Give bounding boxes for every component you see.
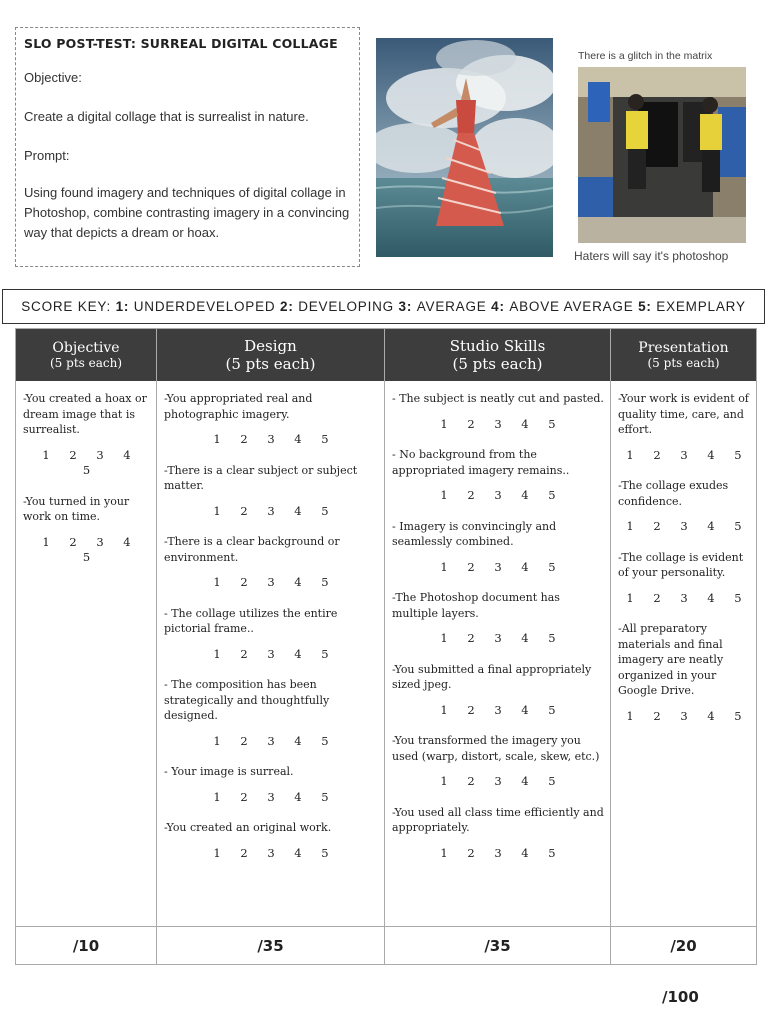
image-caption-top: There is a glitch in the matrix	[578, 50, 713, 62]
criterion-text: -You transformed the imagery you used (warp, distort, scale, skew, etc.)	[392, 734, 600, 763]
column-title: Presentation	[638, 340, 729, 356]
column-header	[611, 329, 756, 381]
criterion	[23, 391, 150, 479]
level-text: UNDERDEVELOPED	[133, 299, 276, 314]
column-subtitle: (5 pts each)	[452, 355, 543, 373]
criterion-text: -Your work is evident of quality time, care, and effort.	[618, 392, 749, 436]
level-number: 4:	[491, 299, 505, 314]
score-scale[interactable]: 1 2 3 4 5	[213, 845, 337, 860]
criteria-list	[157, 381, 384, 861]
column-total: /10	[16, 926, 156, 964]
column-total: /35	[385, 926, 610, 964]
criterion	[392, 662, 604, 719]
column-title: Objective	[52, 340, 120, 356]
level-number: 5:	[638, 299, 652, 314]
score-scale[interactable]: 1 2 3 4 5	[440, 631, 564, 645]
criterion-text: - Imagery is convincingly and seamlessly combined.	[392, 519, 557, 548]
level-number: 1:	[115, 299, 130, 314]
score-key	[2, 289, 765, 324]
criterion-text: -You submitted a final appropriately sized jpeg.	[392, 662, 592, 691]
column-subtitle: (5 pts each)	[50, 356, 122, 370]
score-scale[interactable]: 1 2 3 4 5	[626, 519, 750, 533]
rubric-column-objective	[16, 329, 157, 964]
criterion-text: -All preparatory materials and final imagery are neatly organized in your Google Drive.	[618, 622, 724, 697]
criterion-text: - The collage utilizes the entire pictorial frame..	[164, 606, 338, 635]
criteria-list	[385, 381, 610, 861]
score-scale[interactable]: 1 2 3 4 5	[42, 447, 139, 477]
criteria-list	[16, 381, 156, 566]
score-scale[interactable]: 1 2 3 4 5	[626, 590, 750, 605]
criterion-text: -You used all class time efficiently and appropriately.	[392, 805, 604, 834]
criterion	[392, 519, 604, 576]
score-scale[interactable]: 1 2 3 4 5	[440, 845, 564, 860]
rubric-column-presentation	[611, 329, 756, 964]
intro-box	[15, 27, 360, 267]
criterion	[618, 478, 750, 535]
criterion-text: - Your image is surreal.	[164, 765, 294, 778]
score-scale[interactable]: 1 2 3 4 5	[213, 503, 337, 518]
criterion	[392, 733, 604, 790]
score-scale[interactable]: 1 2 3 4 5	[440, 702, 564, 717]
column-total: /20	[611, 926, 756, 964]
rubric-column-studio-skills	[385, 329, 611, 964]
score-scale[interactable]: 1 2 3 4 5	[213, 432, 337, 446]
criterion	[23, 494, 150, 566]
level-text: ABOVE AVERAGE	[509, 299, 634, 314]
criterion	[164, 677, 378, 749]
level-text: AVERAGE	[416, 299, 487, 314]
criterion	[392, 391, 604, 432]
criterion	[164, 391, 378, 448]
score-scale[interactable]: 1 2 3 4 5	[213, 789, 337, 804]
level-text: EXEMPLARY	[656, 299, 746, 314]
score-scale[interactable]: 1 2 3 4 5	[440, 416, 564, 431]
column-title: Studio Skills	[449, 337, 546, 355]
criterion	[164, 764, 378, 805]
image-caption-bottom: Haters will say it's photoshop	[574, 249, 729, 263]
column-header	[157, 329, 384, 381]
criterion-text: -There is a clear subject or subject matter.	[164, 463, 358, 492]
level-text: DEVELOPING	[298, 299, 394, 314]
criterion-text: -The collage is evident of your personality.	[618, 550, 744, 579]
criterion	[164, 463, 378, 520]
score-scale[interactable]: 1 2 3 4 5	[440, 559, 564, 574]
criterion-text: - The subject is neatly cut and pasted.	[392, 392, 604, 405]
prompt-label: Prompt:	[24, 148, 70, 163]
criterion	[392, 590, 604, 647]
assignment-title: SLO POST-TEST: SURREAL DIGITAL COLLAGE	[24, 36, 338, 51]
criterion	[618, 550, 750, 607]
criterion-text: -There is a clear background or environment.	[164, 535, 340, 564]
criterion	[618, 391, 750, 463]
criterion	[392, 447, 604, 504]
score-key-label: SCORE KEY:	[21, 299, 111, 314]
criterion	[392, 805, 604, 862]
score-scale[interactable]: 1 2 3 4 5	[213, 575, 337, 589]
column-subtitle: (5 pts each)	[225, 355, 316, 373]
score-scale[interactable]: 1 2 3 4 5	[626, 447, 750, 462]
level-number: 2:	[280, 299, 294, 314]
rubric-table	[15, 328, 757, 965]
example-collage-image	[376, 38, 553, 257]
score-scale[interactable]: 1 2 3 4 5	[213, 646, 337, 661]
score-scale[interactable]: 1 2 3 4 5	[213, 733, 337, 748]
grand-total: /100	[662, 988, 699, 1006]
criterion	[618, 621, 750, 724]
score-scale[interactable]: 1 2 3 4 5	[42, 534, 139, 564]
example-subway-photo	[578, 67, 746, 243]
score-scale[interactable]: 1 2 3 4 5	[440, 488, 564, 502]
criterion-text: -You created a hoax or dream image that is surrealist.	[23, 392, 147, 436]
column-header	[16, 329, 156, 381]
criterion-text: -You turned in your work on time.	[23, 494, 130, 523]
criterion-text: - No background from the appropriated imagery remains..	[392, 448, 570, 477]
column-title: Design	[244, 337, 297, 355]
criterion	[164, 606, 378, 663]
criterion-text: -The Photoshop document has multiple layers.	[392, 591, 560, 620]
rubric-column-design	[157, 329, 385, 964]
level-number: 3:	[398, 299, 413, 314]
criterion-text: - The composition has been strategically and thoughtfully designed.	[164, 678, 330, 722]
prompt-text: Using found imagery and techniques of digital collage in Photoshop, combine contrasting imagery in a convincing way that depicts a dream or hoax.	[24, 185, 350, 240]
criterion-text: -The collage exudes confidence.	[618, 479, 729, 508]
criterion-text: -You appropriated real and photographic imagery.	[164, 392, 313, 421]
criterion	[164, 820, 378, 861]
objective-text: Create a digital collage that is surrealist in nature.	[24, 109, 309, 124]
column-total: /35	[157, 926, 384, 964]
objective-label: Objective:	[24, 70, 82, 85]
criterion-text: -You created an original work.	[164, 821, 332, 834]
criterion	[164, 534, 378, 591]
score-scale[interactable]: 1 2 3 4 5	[440, 774, 564, 788]
criteria-list	[611, 381, 756, 724]
column-header	[385, 329, 610, 381]
column-subtitle: (5 pts each)	[647, 356, 720, 370]
score-scale[interactable]: 1 2 3 4 5	[626, 708, 750, 723]
